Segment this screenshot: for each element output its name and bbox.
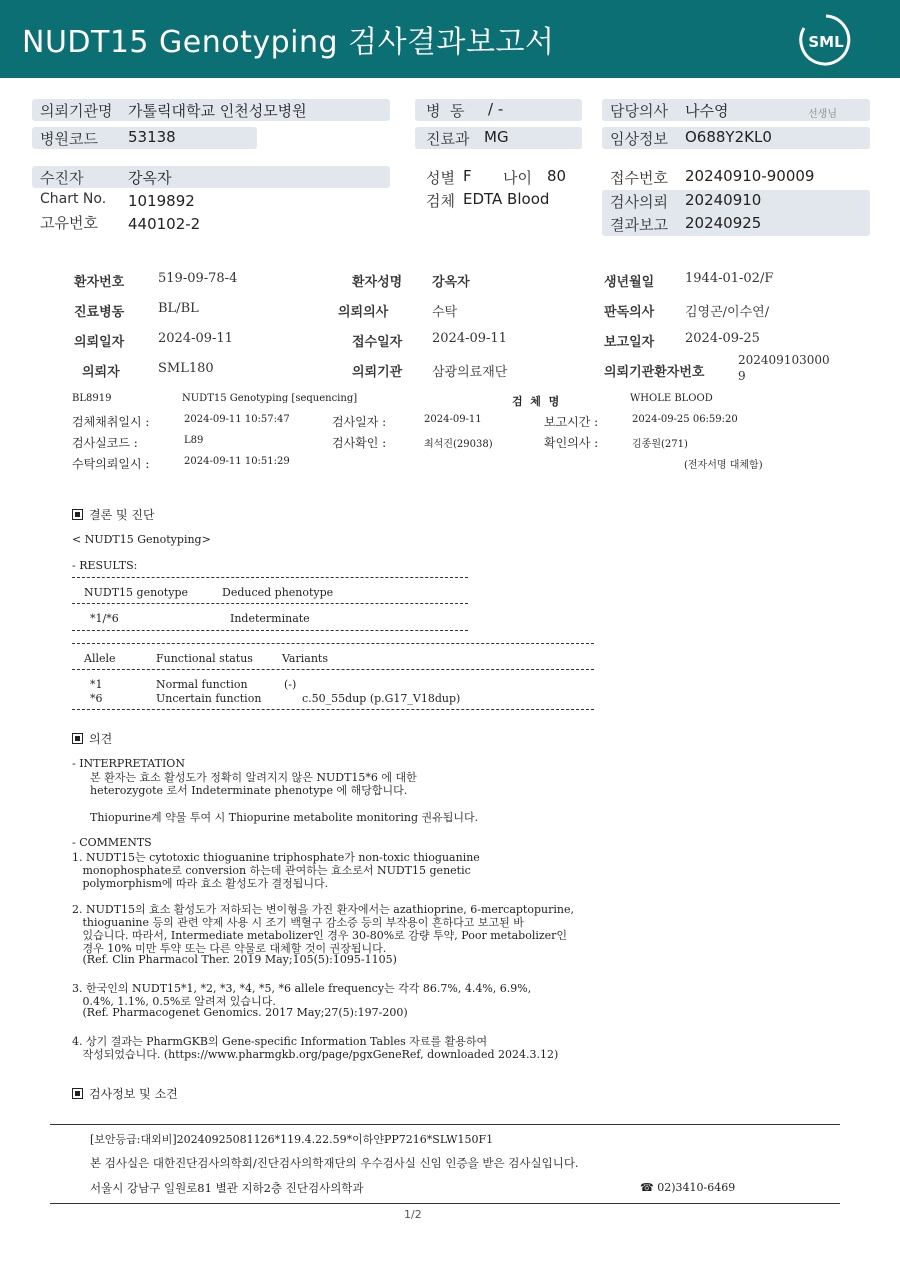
function-cell: Normal function — [156, 678, 248, 691]
patient-value: 강옥자 — [128, 169, 172, 187]
pi-label: 보고일자 — [604, 335, 655, 350]
collect-value: 2024-09-11 10:57:47 — [184, 414, 290, 425]
phenotype-value: Indeterminate — [230, 612, 310, 625]
request-label: 검사의뢰 — [610, 193, 668, 211]
comment-line: 4. 상기 결과는 PharmGKB의 Gene-specific Information Tables 자료를 활용하여 — [72, 1035, 488, 1048]
variant-cell: c.50_55dup (p.G17_V18dup) — [302, 692, 461, 705]
sml-logo — [798, 12, 854, 68]
clinical-value: O688Y2KL0 — [685, 128, 772, 146]
results-subtitle: < NUDT15 Genotyping> — [72, 533, 211, 546]
divider — [72, 603, 468, 604]
function-col-header: Functional status — [156, 652, 253, 665]
comment-line: (Ref. Pharmacogenet Genomics. 2017 May;27(5):197-200) — [72, 1006, 408, 1019]
sex-label: 성별 — [426, 169, 455, 187]
room-value: L89 — [184, 435, 204, 446]
specimen-name-label: 검 체 명 — [512, 395, 560, 408]
sex-value: F — [463, 167, 472, 185]
uid-label: 고유번호 — [40, 214, 98, 232]
pi-label: 의뢰자 — [82, 365, 120, 380]
pi-value: BL/BL — [158, 301, 199, 316]
divider — [72, 577, 468, 578]
genotype-col-header: NUDT15 genotype — [84, 586, 188, 599]
footer-divider — [50, 1124, 840, 1125]
comment-line: polymorphism에 따라 효소 활성도가 결정됩니다. — [72, 877, 329, 890]
interp-label: - INTERPRETATION — [72, 757, 185, 770]
pi-value: 202409103000 — [738, 353, 830, 367]
pi-label: 접수일자 — [352, 335, 403, 350]
dept-label: 진료과 — [426, 130, 470, 148]
section-title: 검사정보 및 소견 — [89, 1087, 178, 1101]
dept-value: MG — [484, 128, 509, 146]
section-heading-results — [72, 506, 155, 523]
footer-divider — [50, 1203, 840, 1204]
pi-label: 의뢰기관환자번호 — [604, 365, 705, 380]
interp-line: heterozygote 로서 Indeterminate phenotype 에 해당합니다. — [90, 784, 408, 797]
specimen-name-value: WHOLE BLOOD — [630, 393, 713, 404]
uid-value: 440102-2 — [128, 215, 201, 233]
confirm-label: 검사확인 : — [332, 436, 387, 450]
request-value: 20240910 — [685, 191, 762, 209]
page-number: 1/2 — [404, 1208, 422, 1221]
comment-line: 있습니다. 따라서, Intermediate metabolizer인 경우 30-80%로 감량 투약, Poor metabolizer인 — [72, 929, 568, 942]
ward-label: 병 동 — [426, 102, 465, 120]
square-bullet-icon — [72, 733, 83, 744]
report-title: NUDT15 Genotyping 검사결과보고서 — [22, 25, 555, 60]
pi-label: 의뢰의사 — [338, 305, 389, 320]
allele-cell: *1 — [90, 678, 103, 691]
ward-value: / - — [488, 100, 504, 118]
comment-line: 2. NUDT15의 효소 활성도가 저하되는 변이형을 가진 환자에서는 azathioprine, 6-mercaptopurine, — [72, 903, 574, 916]
testdate-label: 검사일자 : — [332, 415, 387, 429]
test-name: NUDT15 Genotyping [sequencing] — [182, 393, 358, 404]
report-value: 20240925 — [685, 214, 762, 232]
square-bullet-icon — [72, 1088, 83, 1099]
section-title: 결론 및 진단 — [89, 508, 155, 522]
esign-note: (전자서명 대체함) — [684, 460, 763, 471]
divider — [72, 630, 468, 631]
comment-line: thioguanine 등의 관련 약제 사용 시 조기 백혈구 감소증 등의 부작용이 흔하다고 보고된 바 — [72, 916, 524, 929]
confirm-dr-label: 확인의사 : — [544, 436, 599, 450]
pi-value-cont: 9 — [738, 369, 746, 383]
divider — [72, 669, 594, 670]
phone-line: ☎ 02)3410-6469 — [640, 1181, 736, 1194]
phenotype-col-header: Deduced phenotype — [222, 586, 334, 599]
pi-value: 1944-01-02/F — [685, 271, 774, 286]
pi-value: 김영곤/이수연/ — [685, 305, 770, 320]
comment-line: 작성되었습니다. (https://www.pharmgkb.org/page/pgxGeneRef, downloaded 2024.3.12) — [72, 1048, 559, 1061]
divider — [72, 643, 594, 644]
receipt-value: 20240910-90009 — [685, 167, 815, 185]
comment-line: 경우 10% 미만 투약 또는 다른 약물로 대체할 것이 권장됩니다. — [72, 942, 387, 955]
specimen-value: EDTA Blood — [463, 190, 550, 208]
comment-line: (Ref. Clin Pharmacol Ther. 2019 May;105(5):1095-1105) — [72, 953, 397, 966]
room-label: 검사실코드 : — [72, 436, 138, 450]
clinical-label: 임상정보 — [610, 130, 668, 148]
comment-line: 1. NUDT15는 cytotoxic thioguanine triphosphate가 non-toxic thioguanine — [72, 851, 480, 864]
function-cell: Uncertain function — [156, 692, 262, 705]
pi-label: 의뢰기관 — [352, 365, 403, 380]
pi-label: 진료병동 — [74, 305, 125, 320]
pi-value: 강옥자 — [432, 275, 470, 290]
interp-line: 본 환자는 효소 활성도가 정확히 알려지지 않은 NUDT15*6 에 대한 — [90, 771, 417, 784]
pi-value: 삼광의료재단 — [432, 365, 508, 380]
comments-label: - COMMENTS — [72, 836, 152, 849]
confirm-dr-value: 김종원(271) — [632, 439, 688, 450]
pi-label: 환자번호 — [74, 275, 125, 290]
pi-label: 판독의사 — [604, 305, 655, 320]
report-header — [0, 0, 900, 78]
section-heading-opinion — [72, 730, 112, 747]
test-code: BL8919 — [72, 393, 112, 404]
hospital-code-value: 53138 — [128, 128, 176, 146]
cert-line: 본 검사실은 대한진단검사의학회/진단검사의학재단의 우수검사실 신임 인증을 받은 검사실입니다. — [90, 1156, 579, 1170]
report-label: 결과보고 — [610, 216, 668, 234]
address-line: 서울시 강남구 일원로81 별관 지하2층 진단검사의학과 — [90, 1181, 364, 1195]
results-label: - RESULTS: — [72, 559, 138, 572]
pi-label: 의뢰일자 — [74, 335, 125, 350]
receipt-label: 접수번호 — [610, 169, 668, 187]
square-bullet-icon — [72, 509, 83, 520]
interp-line: Thiopurine계 약물 투여 시 Thiopurine metabolite monitoring 권유됩니다. — [90, 811, 479, 824]
comment-line: 0.4%, 1.1%, 0.5%로 알려져 있습니다. — [72, 995, 276, 1008]
allele-cell: *6 — [90, 692, 103, 705]
security-line: [보안등급:대외비]20240925081126*119.4.22.59*이하얀PP7216*SLW150F1 — [90, 1133, 494, 1146]
receive-label: 수탁의뢰일시 : — [72, 457, 150, 471]
chart-label: Chart No. — [40, 191, 107, 207]
institution-label: 의뢰기관명 — [40, 102, 113, 120]
svg-text:SML: SML — [808, 33, 844, 51]
collect-label: 검체채취일시 : — [72, 415, 150, 429]
specimen-label: 검체 — [426, 192, 455, 210]
divider — [72, 709, 594, 710]
chart-value: 1019892 — [128, 192, 195, 210]
hospital-code-label: 병원코드 — [40, 130, 98, 148]
pi-value: 수탁 — [432, 305, 458, 320]
pi-value: 2024-09-11 — [432, 331, 507, 346]
pi-value: 519-09-78-4 — [158, 271, 238, 286]
allele-col-header: Allele — [84, 652, 116, 665]
reporttime-label: 보고시간 : — [544, 415, 599, 429]
institution-value: 가톨릭대학교 인천성모병원 — [128, 102, 307, 120]
doctor-value: 나수영 — [685, 102, 729, 120]
age-label: 나이 — [503, 169, 532, 187]
variant-cell: (-) — [284, 678, 297, 691]
doctor-label: 담당의사 — [610, 102, 668, 120]
genotype-value: *1/*6 — [90, 612, 119, 625]
pi-label: 생년월일 — [604, 275, 655, 290]
comment-line: 3. 한국인의 NUDT15*1, *2, *3, *4, *5, *6 allele frequency는 각각 86.7%, 4.4%, 6.9%, — [72, 982, 532, 995]
receive-value: 2024-09-11 10:51:29 — [184, 456, 290, 467]
pi-value: 2024-09-11 — [158, 331, 233, 346]
age-value: 80 — [547, 167, 567, 185]
doctor-suffix: 선생님 — [808, 109, 837, 120]
pi-label: 환자성명 — [352, 275, 403, 290]
confirm-value: 최석진(29038) — [424, 439, 493, 450]
pi-value: 2024-09-25 — [685, 331, 760, 346]
variants-col-header: Variants — [282, 652, 328, 665]
section-title: 의견 — [89, 732, 113, 746]
section-heading-testinfo — [72, 1085, 178, 1102]
reporttime-value: 2024-09-25 06:59:20 — [632, 414, 738, 425]
testdate-value: 2024-09-11 — [424, 414, 482, 425]
pi-value: SML180 — [158, 361, 214, 376]
patient-label: 수진자 — [40, 169, 84, 187]
comment-line: monophosphate로 conversion 하는데 관여하는 효소로서 NUDT15 genetic — [72, 864, 471, 877]
